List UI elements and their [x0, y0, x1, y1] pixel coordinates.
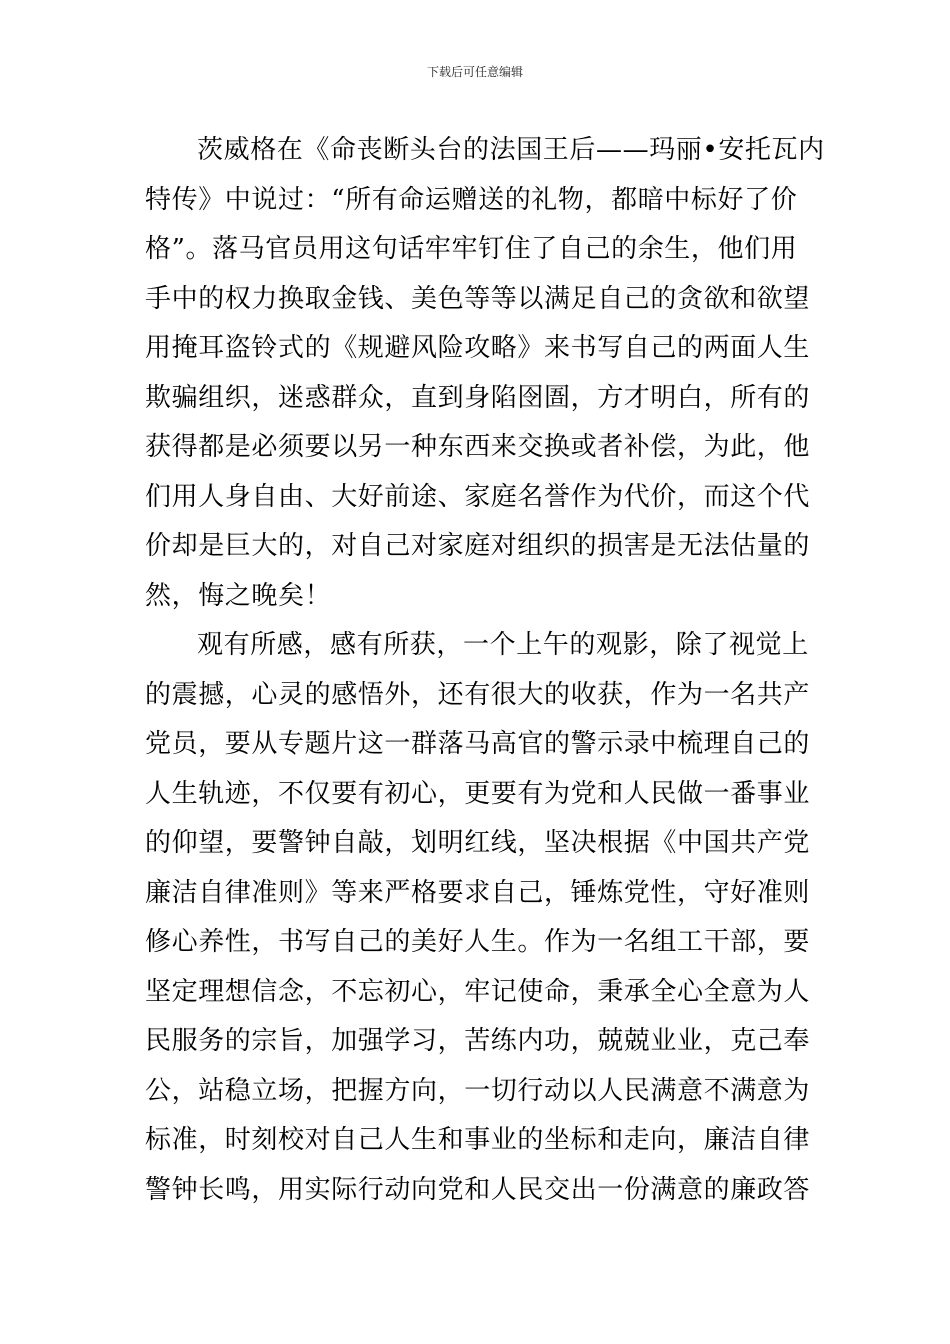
- text-line: 然，悔之晚矣！: [145, 580, 332, 611]
- text-line: 的震撼，心灵的感悟外，还有很大的收获，作为一名共产: [145, 679, 811, 710]
- text-line: 欺骗组织，迷惑群众，直到身陷囹圄，方才明白，所有的: [145, 382, 811, 413]
- paragraph-1: [145, 126, 825, 621]
- document-body: [145, 126, 825, 1215]
- page-header-note: 下载后可任意编辑: [426, 65, 523, 79]
- text-line: 民服务的宗旨，加强学习，苦练内功，兢兢业业，克己奉: [145, 1026, 811, 1056]
- text-line: 手中的权力换取金钱、美色等等以满足自己的贪欲和欲望: [145, 283, 811, 314]
- text-line: 廉洁自律准则》等来严格要求自己，锤炼党性，守好准则: [145, 877, 811, 908]
- text-line: 标准，时刻校对自己人生和事业的坐标和走向，廉洁自律: [145, 1125, 811, 1155]
- paragraph-2: [145, 621, 810, 1215]
- text-line: 茨威格在《命丧断头台的法国王后——玛丽•安托瓦内: [197, 135, 825, 165]
- text-line: 坚定理想信念，不忘初心，牢记使命，秉承全心全意为人: [145, 976, 811, 1007]
- text-line: 价却是巨大的，对自己对家庭对组织的损害是无法估量的: [145, 531, 811, 561]
- text-line: 人生轨迹，不仅要有初心，更要有为党和人民做一番事业: [145, 778, 811, 809]
- text-line: 公，站稳立场，把握方向，一切行动以人民满意不满意为: [145, 1075, 811, 1106]
- text-line: 特传》中说过：“所有命运赠送的礼物，都暗中标好了价: [145, 184, 798, 215]
- text-line: 修心养性，书写自己的美好人生。作为一名组工干部，要: [145, 927, 811, 957]
- text-line: 警钟长鸣，用实际行动向党和人民交出一份满意的廉政答: [145, 1174, 811, 1205]
- text-line: 党员，要从专题片这一群落马高官的警示录中梳理自己的: [145, 729, 811, 759]
- text-line: 格”。落马官员用这句话牢牢钉住了自己的余生，他们用: [145, 234, 798, 264]
- text-line: 获得都是必须要以另一种东西来交换或者补偿，为此，他: [145, 432, 811, 462]
- text-line: 用掩耳盗铃式的《规避风险攻略》来书写自己的两面人生: [145, 333, 811, 363]
- text-line: 们用人身自由、大好前途、家庭名誉作为代价，而这个代: [145, 481, 811, 512]
- text-line: 的仰望，要警钟自敲，划明红线，坚决根据《中国共产党: [145, 828, 811, 858]
- text-line: 观有所感，感有所获，一个上午的观影，除了视觉上: [197, 630, 809, 660]
